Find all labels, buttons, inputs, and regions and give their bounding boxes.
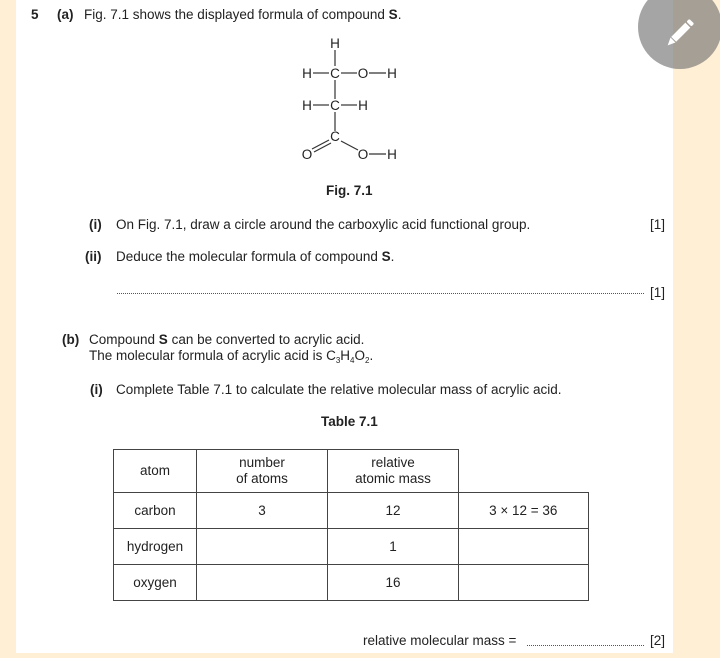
table-row xyxy=(114,493,589,529)
atom-h-top: H xyxy=(330,36,340,51)
svg-text:O: O xyxy=(357,147,369,162)
cell-number-input[interactable] xyxy=(197,565,328,601)
part-b-i-marks: [2] xyxy=(650,633,666,648)
part-a-ii-label: (ii) xyxy=(85,249,102,264)
molecular-formula-answer-line[interactable] xyxy=(117,293,644,294)
svg-text:C: C xyxy=(330,66,340,81)
cell-atom: oxygen xyxy=(114,565,197,601)
table-header-row xyxy=(114,450,589,493)
svg-text:H: H xyxy=(302,98,312,113)
cell-number-input[interactable] xyxy=(197,529,328,565)
part-b-line2: The molecular formula of acrylic acid is $C_3H_4O_2$. xyxy=(89,348,374,365)
table-row xyxy=(114,565,589,601)
cell-ram: 16 xyxy=(328,565,459,601)
question-number: 5 xyxy=(31,7,39,22)
part-b-line1: Compound S can be converted to acrylic acid. xyxy=(89,332,365,347)
header-blank xyxy=(459,450,589,493)
part-a-intro: Fig. 7.1 shows the displayed formula of compound S. xyxy=(84,7,402,22)
cell-atom: carbon xyxy=(114,493,197,529)
part-a-i-marks: [1] xyxy=(650,217,666,232)
cell-calc: 3 × 12 = 36 xyxy=(459,493,589,529)
svg-text:O: O xyxy=(301,147,313,162)
pencil-icon xyxy=(657,12,701,56)
cell-ram: 1 xyxy=(328,529,459,565)
part-a-ii-marks: [1] xyxy=(650,285,666,300)
svg-text:O: O xyxy=(357,66,369,81)
cell-atom: hydrogen xyxy=(114,529,197,565)
svg-text:C: C xyxy=(330,129,340,144)
cell-calc-input[interactable] xyxy=(459,529,589,565)
table-row xyxy=(114,529,589,565)
svg-text:H: H xyxy=(387,147,397,162)
acrylic-acid-formula: $C_3H_4O_2$ xyxy=(326,348,370,365)
header-atom: atom xyxy=(114,450,197,493)
svg-text:H: H xyxy=(302,66,312,81)
cell-number: 3 xyxy=(197,493,328,529)
result-label: relative molecular mass = xyxy=(363,633,517,648)
table-7-1 xyxy=(113,449,589,601)
part-b-i-label: (i) xyxy=(90,382,103,397)
figure-caption: Fig. 7.1 xyxy=(326,183,373,198)
part-b-i-text: Complete Table 7.1 to calculate the relative molecular mass of acrylic acid. xyxy=(116,382,562,397)
table-caption: Table 7.1 xyxy=(321,414,378,429)
cell-calc-input[interactable] xyxy=(459,565,589,601)
svg-text:C: C xyxy=(330,98,340,113)
svg-text:H: H xyxy=(358,98,368,113)
part-a-i-text: On Fig. 7.1, draw a circle around the carboxylic acid functional group. xyxy=(116,217,531,232)
part-a-label: (a) xyxy=(57,7,74,22)
svg-text:H: H xyxy=(387,66,397,81)
header-number-of-atoms: number of atoms xyxy=(197,450,328,493)
relative-molecular-mass-answer-line[interactable] xyxy=(527,645,644,646)
part-a-ii-text: Deduce the molecular formula of compound S. xyxy=(116,249,395,264)
part-b-label: (b) xyxy=(62,332,80,347)
cell-ram: 12 xyxy=(328,493,459,529)
part-a-i-label: (i) xyxy=(89,217,102,232)
header-relative-atomic-mass: relative atomic mass xyxy=(328,450,459,493)
